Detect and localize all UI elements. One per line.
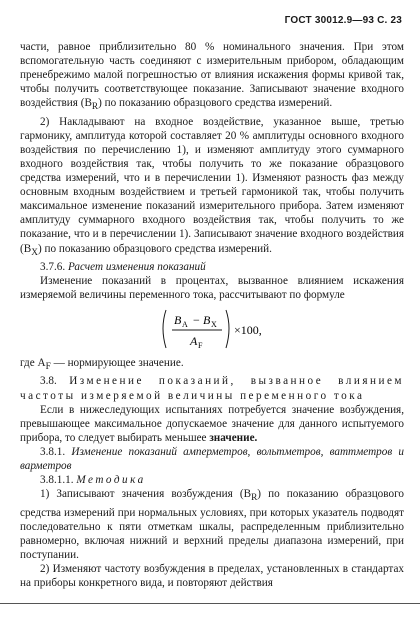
svg-text:X: X [211, 320, 217, 330]
svg-text:B: B [174, 313, 182, 328]
document-body [20, 40, 404, 590]
paragraph-5: 1) Записывают значения возбуждения $(B_R)$ по показанию образцового средства измерений при нормальных условиях, при которых указатель подводят последовательно к пяти отметкам шкалы, распределенным приблизительно равномерно, включая нижний и верхний пределы диапазона измерений, при поступании. [20, 488, 404, 561]
paragraph-4: Если в нижеследующих испытаниях потребуется значение возбуждения, превышающее максимальное допускаемое значение для данного испытуемого прибора, то следует выбирать меньшее значение. [20, 403, 404, 444]
section-3-8-1-1-heading: 3.8.1.1. Методика [40, 474, 146, 487]
paragraph-3: Изменение показаний в процентах, вызванное влиянием искажения измеряемой величины переменного тока, рассчитывают по формуле [20, 274, 404, 302]
svg-text:F: F [198, 341, 203, 351]
formula-where: где $A_F$ — нормирующее значение. [20, 357, 184, 373]
formula [20, 308, 404, 352]
bottom-rule [0, 603, 420, 604]
svg-text:A: A [190, 334, 198, 349]
svg-text:−: − [193, 313, 200, 328]
svg-text:A: A [182, 320, 188, 330]
page-header: ГОСТ 30012.9—93 С. 23 [284, 15, 402, 26]
paragraph-6: 2) Изменяют частоту возбуждения в пределах, установленных в стандартах на приборы конкретного вида, и повторяют действия [20, 562, 404, 590]
section-3-7-6-heading: 3.7.6. Расчет изменения показаний [40, 260, 206, 273]
paragraph-1: части, равное приблизительно 80 % номинального значения. При этом вспомогательную часть соединяют с измерительным прибором, обладающим пренебрежимо малой погрешностью от влияния искажения формы кривой так, чтобы получить соответствующее показание. Записывают значение входного воздействия $(B_R)$ по показанию образцового средства измерений. [20, 41, 404, 113]
section-3-8-1-heading: 3.8.1. Изменение показаний амперметров, вольтметров, ваттметров и варметров [20, 445, 404, 473]
section-3-8-heading: 3.8. Изменение показаний, вызванное влиянием частоты измеряемой величины переменного тока [20, 375, 404, 402]
svg-text:B: B [203, 313, 211, 328]
paragraph-2: 2) Накладывают на входное воздействие, указанное выше, третью гармонику, амплитуда которой составляет 20 % амплитуды основного входного воздействия по перечислению 1), и изменяют амплитуду этого суммарного входного воздействия так, чтобы получить то же показание образцового средства измерений, что и в перечислении 1). Изменяют разность фаз между основным входным воздействием и третьей гармоникой так, чтобы получить максимальное изменение показаний измерительного прибора. Затем изменяют амплитуду суммарного входного воздействия так, чтобы получить то же показание, что и в перечислении 1). Записывают значение входного воздействия $(B_X)$ по показанию образцового средства измерений. [20, 115, 404, 258]
svg-text:×100,: ×100, [234, 323, 262, 338]
formula-graphic [160, 308, 310, 352]
